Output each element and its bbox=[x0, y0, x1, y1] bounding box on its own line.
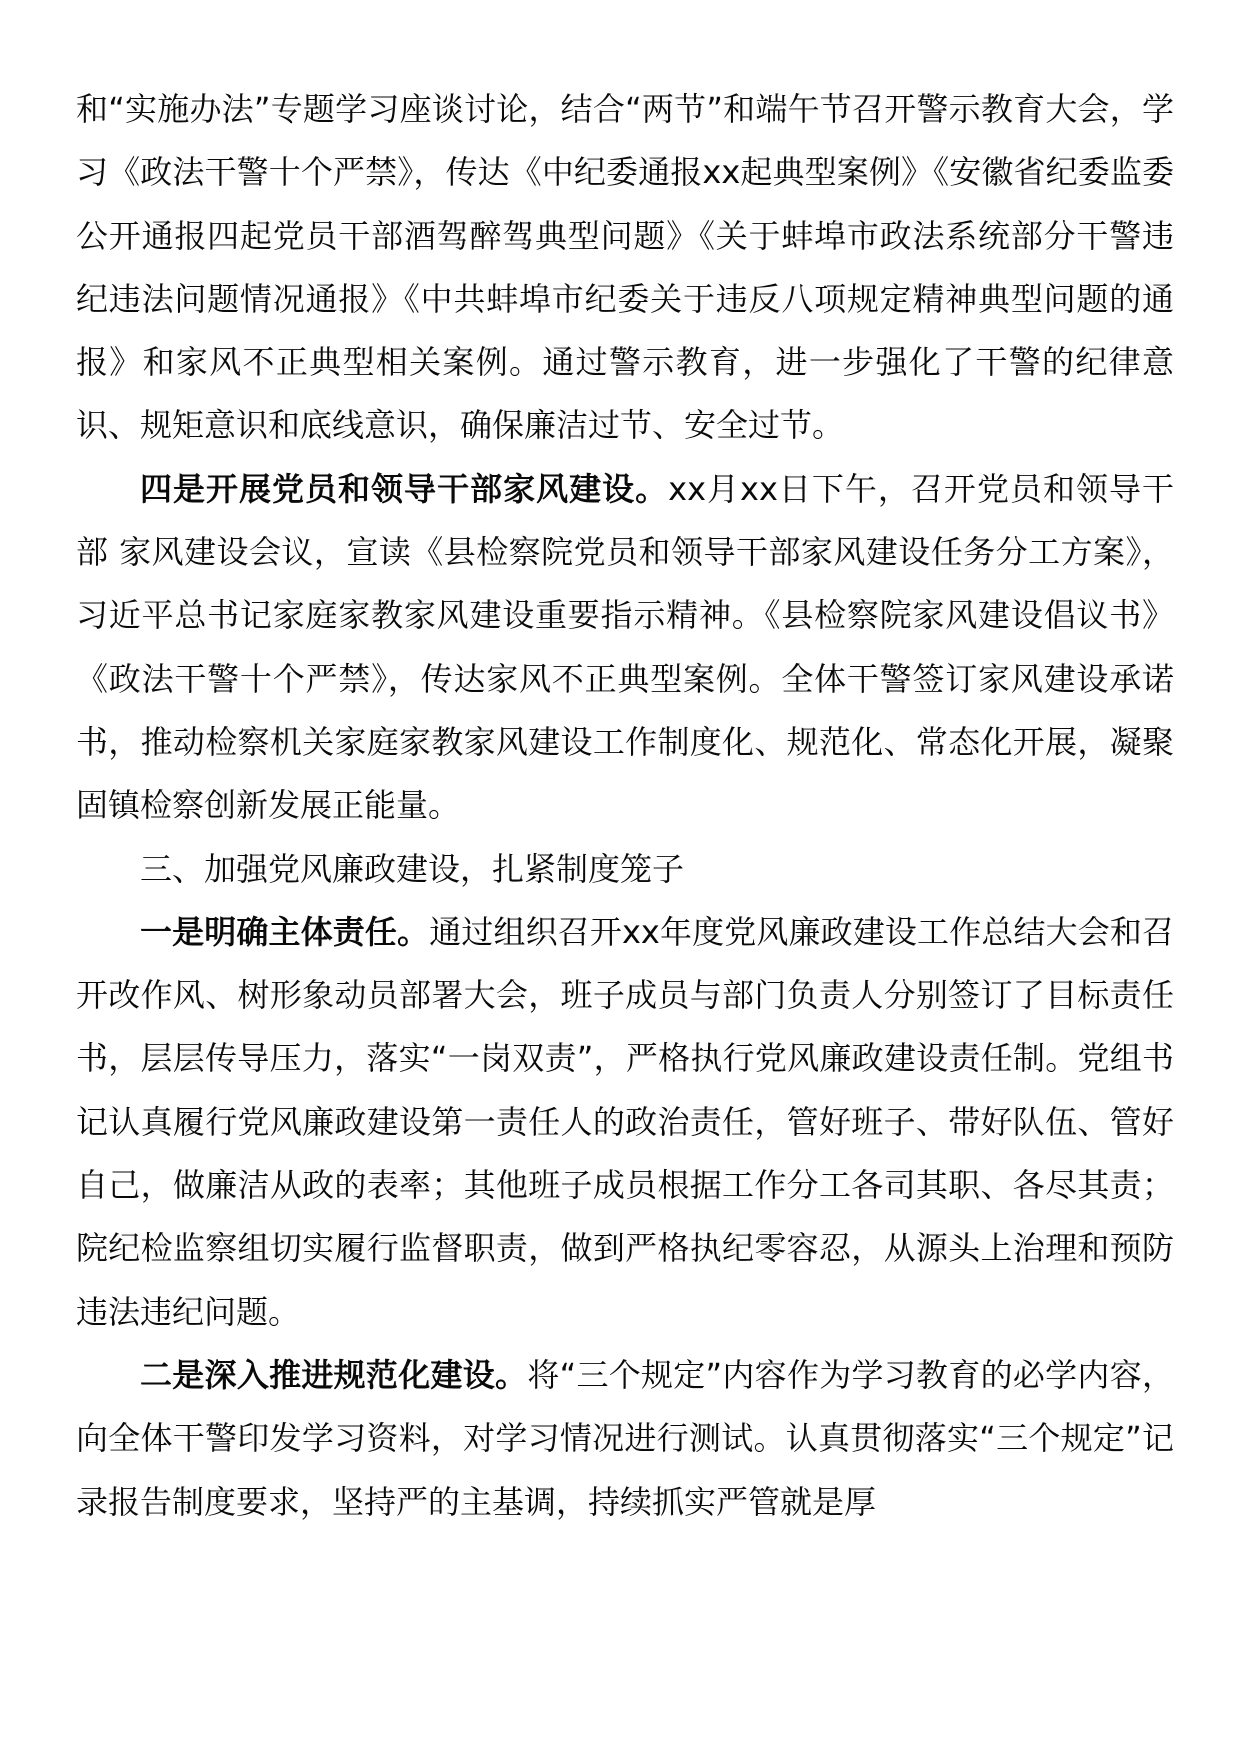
paragraph-lead: 二是深入推进规范化建设。 bbox=[140, 1355, 528, 1394]
paragraph-item-four bbox=[76, 458, 1174, 838]
paragraph-text: xx月xx日下午，召开党员和领导干部 家风建设会议，宣读《县检察院党员和领导干部家风建设任务分工方案》，习近平总书记家庭家教家风建设重要指示精神。《县检察院家风建设倡议书》《政法干警十个严禁》，传达家风不正典型案例。全体干警签订家风建设承诺书，推动检察机关家庭家教家风建设工作制度化、规范化、常态化开展，凝聚固镇检察创新发展正能量。 bbox=[76, 469, 1174, 825]
paragraph-text: 将“三个规定”内容作为学习教育的必学内容，向全体干警印发学习资料，对学习情况进行测试。认真贯彻落实“三个规定”记录报告制度要求，坚持严的主基调，持续抓实严管就是厚 bbox=[76, 1355, 1174, 1521]
paragraph-text: 通过组织召开xx年度党风廉政建设工作总结大会和召开改作风、树形象动员部署大会，班子成员与部门负责人分别签订了目标责任书，层层传导压力，落实“一岗双责”，严格执行党风廉政建设责任制。党组书记认真履行党风廉政建设第一责任人的政治责任，管好班子、带好队伍、管好自己，做廉洁从政的表率；其他班子成员根据工作分工各司其职、各尽其责；院纪检监察组切实履行监督职责，做到严格执纪零容忍，从源头上治理和预防违法违纪问题。 bbox=[76, 912, 1174, 1331]
paragraph-continuation bbox=[76, 78, 1174, 458]
paragraph-lead: 一是明确主体责任。 bbox=[140, 912, 430, 951]
paragraph-item-one bbox=[76, 901, 1174, 1344]
paragraph-lead: 四是开展党员和领导干部家风建设。 bbox=[140, 469, 669, 508]
paragraph-item-two bbox=[76, 1344, 1174, 1534]
paragraph-text: 和“实施办法”专题学习座谈讨论，结合“两节”和端午节召开警示教育大会，学习《政法干警十个严禁》，传达《中纪委通报xx起典型案例》《安徽省纪委监委公开通报四起党员干部酒驾醉驾典型问题》《关于蚌埠市政法系统部分干警违纪违法问题情况通报》《中共蚌埠市纪委关于违反八项规定精神典型问题的通报》和家风不正典型相关案例。通过警示教育，进一步强化了干警的纪律意识、规矩意识和底线意识，确保廉洁过节、安全过节。 bbox=[76, 90, 1174, 445]
section-heading: 三、加强党风廉政建设，扎紧制度笼子 bbox=[140, 849, 685, 888]
